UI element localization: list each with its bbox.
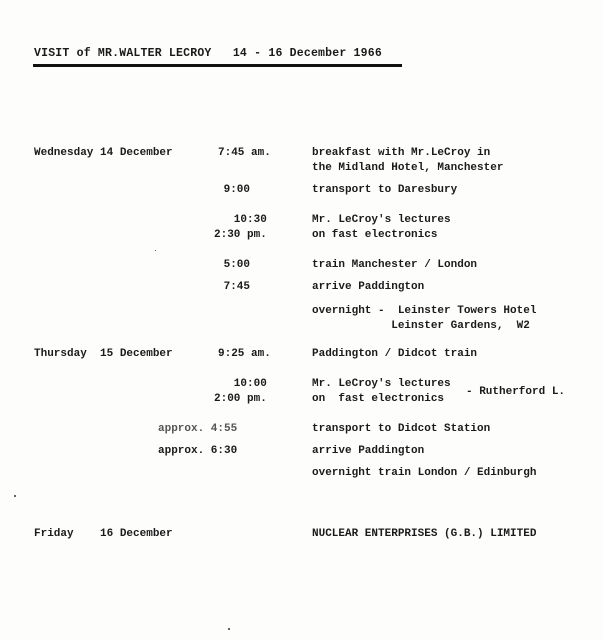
time-thu-arrive: approx. 6:30 <box>158 445 238 457</box>
time-wed-breakfast: 7:45 am. <box>218 147 271 159</box>
event-wed-arrive: arrive Paddington <box>312 281 425 293</box>
day-label-thursday: Thursday 15 December <box>34 348 173 360</box>
paper-speck <box>228 628 230 630</box>
time-thu-transport: approx. 4:55 <box>158 423 238 435</box>
time-thu-lectures: 10:00 2:00 pm. <box>214 378 267 405</box>
event-wed-lectures: Mr. LeCroy's lectures on fast electronics <box>312 214 451 241</box>
event-thu-location-note: - Rutherford L. <box>466 386 566 398</box>
time-thu-train: 9:25 am. <box>218 348 271 360</box>
event-thu-lectures: Mr. LeCroy's lectures on fast electronics <box>312 378 451 405</box>
day-label-friday: Friday 16 December <box>34 528 173 540</box>
time-wed-arrive: 7:45 <box>223 281 250 293</box>
event-thu-arrive: arrive Paddington <box>312 445 425 457</box>
event-wed-overnight: overnight - Leinster Towers Hotel Leinster Gardens, W2 <box>312 305 537 332</box>
paper-speck <box>14 495 16 497</box>
time-wed-lectures: 10:30 2:30 pm. <box>214 214 267 241</box>
day-label-wednesday: Wednesday 14 December <box>34 147 173 159</box>
event-wed-transport: transport to Daresbury <box>312 184 458 196</box>
event-thu-overnight: overnight train London / Edinburgh <box>312 467 537 479</box>
event-thu-train: Paddington / Didcot train <box>312 348 478 360</box>
event-fri-company: NUCLEAR ENTERPRISES (G.B.) LIMITED <box>312 528 537 540</box>
paper-speck <box>155 250 156 251</box>
event-wed-breakfast: breakfast with Mr.LeCroy in the Midland Hotel, Manchester <box>312 147 504 174</box>
document-title: VISIT of MR.WALTER LECROY 14 - 16 December 1966 <box>34 47 382 60</box>
time-wed-train: 5:00 <box>223 259 250 271</box>
time-wed-transport: 9:00 <box>223 184 250 196</box>
event-thu-transport: transport to Didcot Station <box>312 423 491 435</box>
event-wed-train: train Manchester / London <box>312 259 478 271</box>
title-underline <box>33 64 402 67</box>
